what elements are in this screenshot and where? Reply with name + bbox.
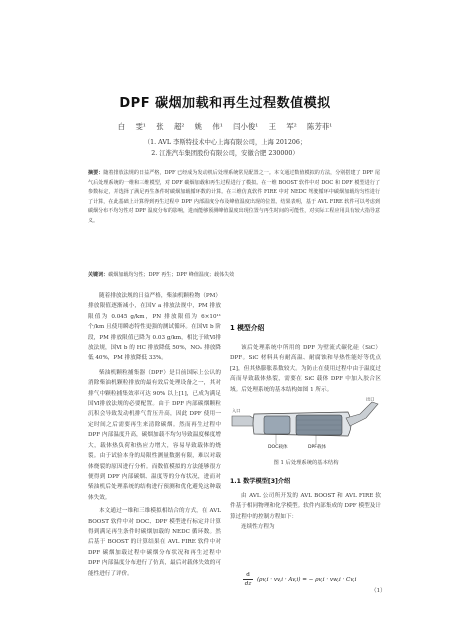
continuity-equation-intro: 连续性方程为 — [241, 524, 275, 531]
equation-1-derivative — [243, 571, 253, 588]
keywords-text: 碳烟加载均匀性；DPF 再生；DPF 峰值温度；载体失效 — [108, 272, 235, 278]
doc-substrate — [264, 416, 290, 434]
abstract-label: 摘要： — [88, 170, 104, 176]
left-column — [88, 291, 221, 579]
equation-1-denominator: dz — [244, 581, 252, 587]
abstract-text: 随着排放法规的日益严格，DPF 已经成为发动机后处理系统常见配置之一。本文通过数值模拟的方法，分别搭建了 DPF 尾气后处理系统的一维和三维模型，对 DPF 碳烟加载和再生过程进行了模拟。在一维 BOOST 软件中对 DOC 和 DPF 模型进行了参数标定，并选择了满足再生条件时碳烟加载循环数的计算。在三维仿真软件 FIRE 中对 NEDC 驾驶循环中碳烟加载均匀性进行了计算，在此基础上计算得到再生过程中 DPF 内部温度分布及峰值温度出现的位置。结果表明，基于 AVL FIRE 软件可以考虑到碳烟分布不均匀性对 DPF 温度分布的影响，进而能够预测峰值温度出现位置与再生时间的可能性，对实际工程应用具有较大指导意义。 — [88, 170, 381, 224]
dpf-label: DPF载体 — [308, 445, 327, 450]
abstract — [88, 169, 380, 227]
keywords-label: 关键词： — [88, 272, 109, 278]
inlet-pipe — [232, 416, 256, 426]
outlet-pipe — [346, 402, 378, 426]
affiliation-1: （1. AVL 李斯特技术中心上海有限公司，上海 201206； — [143, 139, 307, 146]
subsection-1-1-body — [230, 491, 381, 533]
affiliation-2: 2. 江淮汽车集团股份有限公司，安徽合肥 230000） — [151, 150, 299, 157]
paper-title: DPF 碳烟加载和再生过程数值模拟 — [119, 96, 331, 111]
doc-label: DOC载体 — [268, 445, 288, 450]
figure-aftertreatment-structure — [230, 396, 382, 452]
keywords — [88, 271, 380, 280]
left-paragraph-3: 本文通过一维和三维模拟相结合的方式，在 AVL BOOST 软件中对 DOC、DPF 模型进行标定并计算得到满足再生条件时碳烟加载的 NEDC 循环数。然后基于 BOOST 的计算结果在 AVL FIRE 软件中对 DPF 碳烟加载过程中碳烟分布状况和再生过程中 DPF 内部温度分布进行了仿真，最后对载体失效的可能性进行了评价。 — [88, 508, 221, 577]
equation-1-numerator: d — [243, 571, 253, 580]
equation-1-body: (ρv,i · vv,i · Av,i) = − ρv,i · vw,i · Cv,i — [257, 577, 357, 583]
authors-line: 白 雯¹ 张 超² 姚 伟¹ 闫小俊¹ 王 军² 陈芳菲¹ — [117, 122, 333, 131]
section-1-body — [230, 343, 381, 395]
equation-1-number: （1） — [371, 588, 386, 594]
subsection-1-1-paragraph: 由 AVL 公司所开发的 AVL BOOST 和 AVL FIRE 软件基于相同物理和化学模型。软件内部集成的 DPF 模型及计算过程中的控制方程如下： — [230, 493, 381, 520]
figure-1-caption: 图 1 后处理系统的基本结构 — [273, 460, 339, 466]
section-1-heading: 1 模型介绍 — [230, 324, 265, 332]
section-1-paragraph: 该后处理系统中所用的 DPF 为壁流式碳化硅（SiC）DPF。SiC 材料具有耐高温、耐腐蚀和导热性能好等优点[2]，但其热膨胀系数较大。为防止在使用过程中由于温度过高而导致载体热裂，需要在 SiC 载体 DPF 中加入胶合区域。后处理系统的基本结构如图 1 所示。 — [230, 345, 381, 393]
left-paragraph-1: 随着排放法规的日益严格，柴油机颗粒物（PM）排放限值逐渐减小，在国Ⅴ a 排放法规中，PM 排放限值为 0.045 g/km，PN 排放限值为 6×10¹¹ 个/km 且使用瞬态特性更强的测试循环。在国Ⅵ b 阶段，PM 排放限值已降为 0.03 g/km，相比于欧Ⅵ排放法规，国Ⅵ b 的 HC 排放降低 50%，NOₓ 排放降低 40%，PM 排放降低 33%。 — [88, 293, 221, 362]
inlet-label: 入口 — [232, 408, 241, 413]
left-paragraph-2: 柴油机颗粒捕集器（DPF）是目前国际上公认的消除柴油机颗粒排放的最有效后处理设备之一，其对排气中颗粒捕集效率可达 90% 以上[1]，已成为满足国Ⅵ排放法规的必要配置。由于 DPF 内部碳烟颗粒沉积会导致发动机排气背压升高，因此 DPF 使用一定时间之后需要再生来清除碳烟。然而再生过程中 DPF 内部温度升高，碳烟加载不均匀导致温度梯度增大，载体热负荷和热应力增大，容易导致载体的烧裂。由于试验本身的局限性测量数据有限，难以对载体烧裂的原因进行分析。而数值模拟的方法能够很方便得到 DPF 内部碳烟、温度等的分布状况，进而对柴油机后处理系统的结构进行预测和优化避免这种载体失效。 — [88, 369, 221, 501]
subsection-1-1-heading: 1.1 数学模型[3]介绍 — [230, 478, 291, 485]
outlet-label: 出口 — [366, 396, 375, 402]
